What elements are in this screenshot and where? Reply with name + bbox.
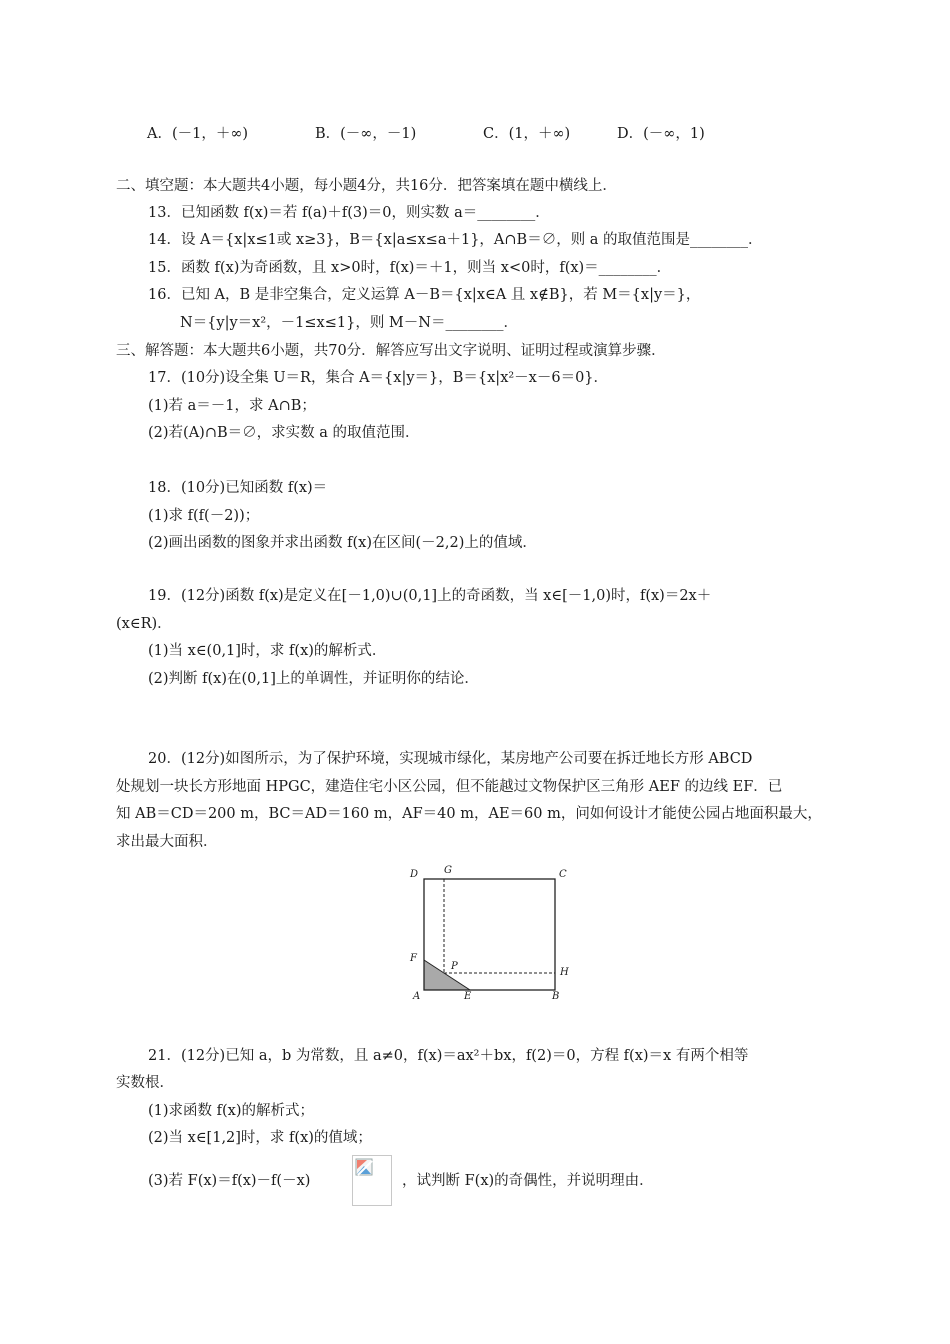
question-16-line-2: N＝{y|y＝x²，－1≤x≤1}，则 M－N＝________． <box>180 315 518 331</box>
question-19-part-2: (2)判断 f(x)在(0,1]上的单调性，并证明你的结论． <box>148 671 479 687</box>
label-a: A <box>413 991 421 1002</box>
question-20-line-2: 处规划一块长方形地面 HPGC，建造住宅小区公园，但不能越过文物保护区三角形 AEF 的边线 EF．已 <box>116 779 783 795</box>
question-19-part-1: (1)当 x∈(0,1]时，求 f(x)的解析式． <box>148 643 387 659</box>
option-a: A．(－1，＋∞) <box>147 126 249 142</box>
question-21-part-1: (1)求函数 f(x)的解析式； <box>148 1103 315 1119</box>
question-21-line-2: 实数根． <box>116 1075 174 1091</box>
question-13: 13．已知函数 f(x)＝若 f(a)＋f(3)＝0，则实数 a＝________． <box>148 205 550 221</box>
question-20-line-3: 知 AB＝CD＝200 m，BC＝AD＝160 m，AF＝40 m，AE＝60 m，问如何设计才能使公园占地面积最大， <box>116 806 822 822</box>
broken-image-icon <box>352 1155 392 1206</box>
label-f: F <box>410 953 417 964</box>
question-20-line-1: 20．(12分)如图所示，为了保护环境，实现城市绿化，某房地产公司要在拆迁地长方形 ABCD <box>148 751 753 767</box>
section-2-heading: 二、填空题：本大题共4小题，每小题4分，共16分．把答案填在题中横线上． <box>116 178 617 194</box>
label-d: D <box>410 869 419 880</box>
section-3-heading: 三、解答题：本大题共6小题，共70分．解答应写出文字说明、证明过程或演算步骤． <box>116 343 666 359</box>
label-g: G <box>444 865 452 876</box>
question-14: 14．设 A＝{x|x≤1或 x≥3}，B＝{x|a≤x≤a＋1}，A∩B＝∅，则 a 的取值范围是________． <box>148 232 763 248</box>
option-c: C．(1，＋∞) <box>483 126 571 142</box>
rectangle-abcd-figure <box>398 865 578 1009</box>
question-15: 15．函数 f(x)为奇函数，且 x>0时，f(x)＝＋1，则当 x<0时，f(x)＝________． <box>148 260 672 276</box>
question-21-line-1: 21．(12分)已知 a，b 为常数，且 a≠0，f(x)＝ax²＋bx，f(2)＝0，方程 f(x)＝x 有两个相等 <box>148 1048 749 1064</box>
label-h: H <box>560 967 569 978</box>
question-21-part-3-b: ，试判断 F(x)的奇偶性，并说明理由． <box>402 1173 654 1189</box>
question-19-line-1: 19．(12分)函数 f(x)是定义在[－1,0)∪(0,1]上的奇函数，当 x∈[－1,0)时，f(x)＝2x＋ <box>148 588 712 604</box>
figure-svg <box>398 865 578 1005</box>
broken-image-glyph <box>355 1158 375 1178</box>
question-21-part-3-a: (3)若 F(x)＝f(x)－f(－x) <box>148 1173 311 1189</box>
question-19-line-2: (x∈R)． <box>116 616 172 632</box>
label-p: P <box>451 961 458 972</box>
option-d: D．(－∞，1) <box>617 126 705 142</box>
question-20-line-4: 求出最大面积． <box>116 834 218 850</box>
question-21-part-2: (2)当 x∈[1,2]时，求 f(x)的值域； <box>148 1130 372 1146</box>
question-17-part-1: (1)若 a＝－1，求 A∩B； <box>148 398 316 414</box>
label-b: B <box>552 991 560 1002</box>
question-18-part-2: (2)画出函数的图象并求出函数 f(x)在区间(－2,2)上的值域． <box>148 535 537 551</box>
label-c: C <box>559 869 567 880</box>
question-18-part-1: (1)求 f(f(－2))； <box>148 508 260 524</box>
label-e: E <box>464 991 472 1002</box>
option-b: B．(－∞，－1) <box>315 126 417 142</box>
question-17: 17．(10分)设全集 U＝R，集合 A＝{x|y＝}，B＝{x|x²－x－6＝0}． <box>148 370 609 386</box>
question-16-line-1: 16．已知 A，B 是非空集合，定义运算 A－B＝{x|x∈A 且 x∉B}，若 M＝{x|y＝}， <box>148 287 701 303</box>
question-17-part-2: (2)若(A)∩B＝∅，求实数 a 的取值范围． <box>148 425 420 441</box>
question-18: 18．(10分)已知函数 f(x)＝ <box>148 480 328 496</box>
triangle-aef <box>424 960 470 990</box>
